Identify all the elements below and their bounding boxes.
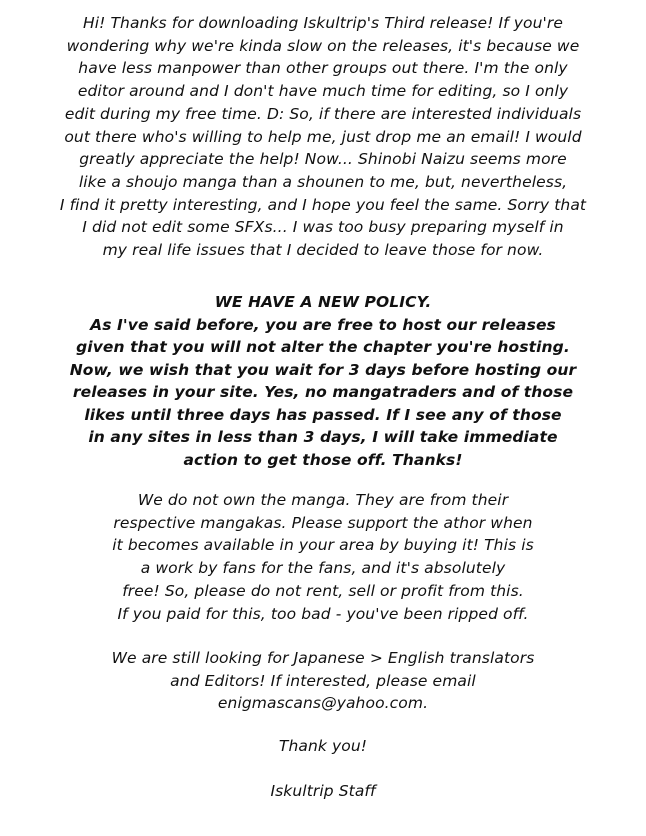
intro-line: greatly appreciate the help! Now... Shinobi Naizu seems more xyxy=(79,150,567,169)
disclaimer-line: a work by fans for the fans, and it's absolutely xyxy=(140,559,506,578)
policy-line: As I've said before, you are free to host our releases xyxy=(90,315,556,334)
intro-line: wondering why we're kinda slow on the releases, it's because we xyxy=(66,36,580,55)
intro-line: I did not edit some SFXs... I was too busy preparing myself in xyxy=(82,218,564,237)
disclaimer-paragraph xyxy=(20,489,626,625)
intro-line: I find it pretty interesting, and I hope you feel the same. Sorry that xyxy=(59,195,587,214)
disclaimer-line: free! So, please do not rent, sell or profit from this. xyxy=(122,581,524,600)
signature-line: Iskultrip Staff xyxy=(270,782,376,800)
policy-line: given that you will not alter the chapter you're hosting. xyxy=(76,338,570,356)
intro-paragraph xyxy=(20,12,626,262)
intro-line: out there who's willing to help me, just drop me an email! I would xyxy=(64,127,582,146)
policy-paragraph xyxy=(20,291,626,471)
recruitment-line: and Editors! If interested, please email xyxy=(170,671,476,690)
disclaimer-line: respective mangakas. Please support the athor when xyxy=(113,513,533,532)
policy-line: releases in your site. Yes, no mangatraders and of those xyxy=(72,383,574,401)
intro-line: Hi! Thanks for downloading Iskultrip's Third release! If you're xyxy=(82,14,564,32)
contact-email: enigmascans@yahoo.com. xyxy=(217,694,429,712)
policy-line: in any sites in less than 3 days, I will take immediate xyxy=(88,428,558,446)
signature-text xyxy=(20,780,626,802)
thank-you-text xyxy=(20,735,626,757)
intro-line: have less manpower than other groups out there. I'm the only xyxy=(78,59,568,78)
recruitment-paragraph xyxy=(20,647,626,715)
policy-line: action to get those off. Thanks! xyxy=(183,450,463,469)
thank-you-line: Thank you! xyxy=(278,737,368,755)
policy-line: Now, we wish that you wait for 3 days before hosting our xyxy=(69,360,577,379)
intro-line: like a shoujo manga than a shounen to me, but, nevertheless, xyxy=(78,172,568,191)
disclaimer-line: it becomes available in your area by buying it! This is xyxy=(112,536,534,555)
recruitment-line: We are still looking for Japanese > English translators xyxy=(111,649,535,667)
disclaimer-line: If you paid for this, too bad - you've been ripped off. xyxy=(117,604,529,623)
policy-line: likes until three days has passed. If I see any of those xyxy=(84,405,562,424)
intro-line: editor around and I don't have much time for editing, so I only xyxy=(77,82,569,101)
policy-heading: WE HAVE A NEW POLICY. xyxy=(214,293,432,311)
disclaimer-line: We do not own the manga. They are from their xyxy=(137,491,509,509)
intro-line: my real life issues that I decided to leave those for now. xyxy=(102,241,544,260)
intro-line: edit during my free time. D: So, if there are interested individuals xyxy=(64,104,582,123)
